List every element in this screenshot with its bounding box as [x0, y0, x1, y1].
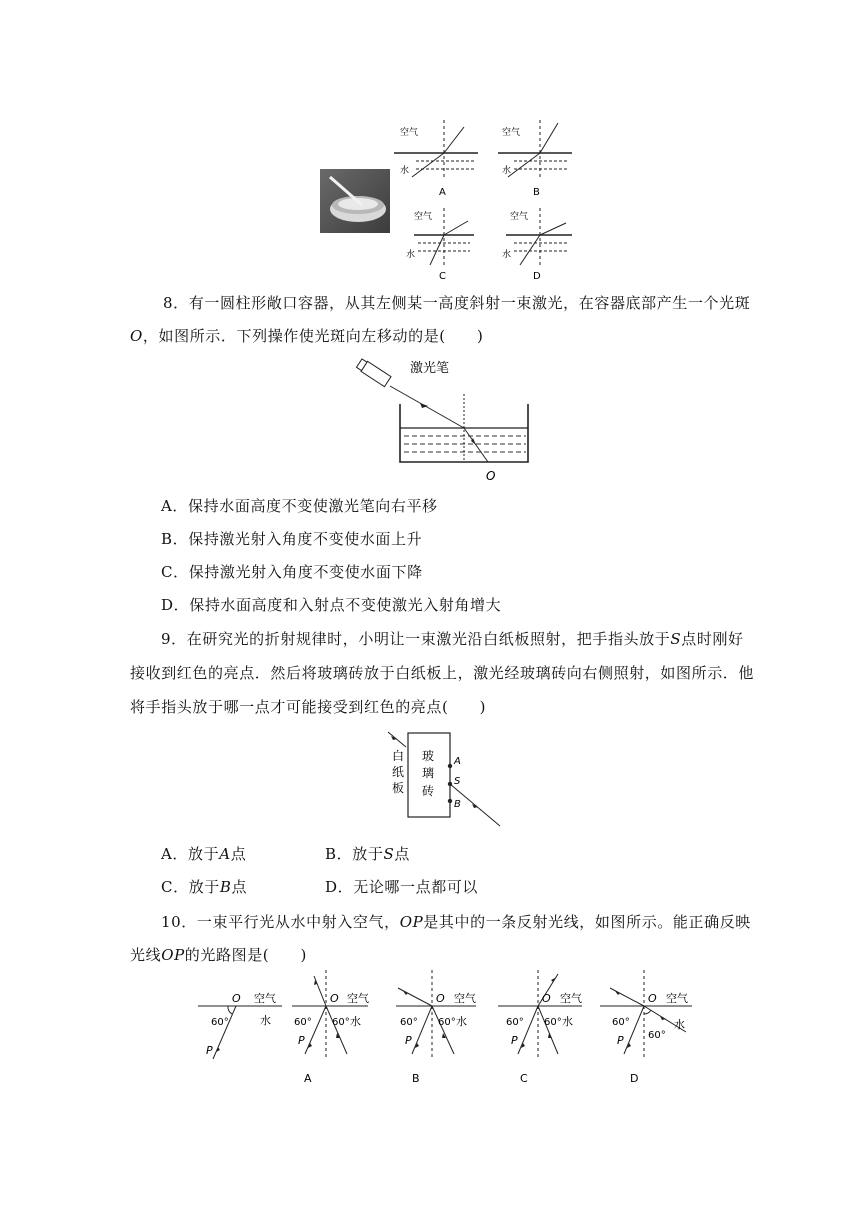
laser-pen-label: 激光笔	[410, 361, 450, 376]
q9-option-c-post: 点	[231, 878, 248, 896]
q10-figure	[196, 968, 696, 1090]
q10d-angle-right: 60°	[648, 1030, 666, 1041]
q9-option-c-label: C．	[161, 878, 189, 896]
q10-option-b-diagram	[396, 970, 476, 1085]
q7-diagram-d	[502, 208, 572, 282]
q9-option-a-post: 点	[230, 845, 247, 863]
q7d-water-label: 水	[502, 250, 512, 260]
q7c-air-label: 空气	[414, 212, 433, 222]
q9-stem-s-var: S	[670, 630, 682, 648]
q10c-angle-left: 60°	[506, 1017, 524, 1028]
glass-char-1: 玻	[422, 749, 435, 763]
q10b-air: 空气	[454, 992, 476, 1005]
q9-option-b[interactable]	[325, 844, 410, 864]
board-text	[392, 749, 404, 795]
q10-given	[198, 991, 282, 1059]
q10d-air: 空气	[666, 992, 688, 1005]
q8-option-a[interactable]	[161, 496, 438, 516]
q8-option-d-label: D．	[161, 596, 190, 614]
q10b-angle-right: 60°	[438, 1017, 456, 1028]
q10-given-p: P	[206, 1044, 213, 1057]
glass-char-3: 砖	[422, 784, 435, 798]
q8-stem-line2-rest: ，如图所示．下列操作使光斑向左移动的是( )	[142, 327, 484, 345]
q10c-water: 水	[562, 1015, 573, 1028]
q8-option-c[interactable]	[161, 562, 423, 582]
q7b-water-label: 水	[502, 166, 512, 176]
q7-diagram-c	[406, 208, 474, 282]
q10a-o: O	[330, 992, 339, 1005]
q10a-air: 空气	[347, 992, 369, 1005]
q8-spot-var: O	[130, 327, 143, 345]
q10-option-a-diagram	[292, 970, 369, 1085]
q10d-angle-left: 60°	[612, 1017, 630, 1028]
glass-text	[422, 748, 434, 798]
q10a-angle-left: 60°	[294, 1017, 312, 1028]
q10a-water: 水	[350, 1015, 361, 1028]
q7-diagram-a	[394, 120, 478, 198]
q10-stem-line2-b: 的光路图是( )	[184, 946, 307, 964]
q10-given-water: 水	[260, 1014, 271, 1027]
q9-option-b-var: S	[383, 845, 395, 863]
q10-option-c-diagram	[498, 970, 582, 1085]
laser-pen	[356, 358, 391, 387]
q7-figure	[318, 105, 578, 285]
glass-char-2: 璃	[422, 766, 435, 780]
q7a-water-label: 水	[400, 166, 410, 176]
spot-o-label: O	[486, 469, 496, 483]
q9-option-c-pre: 放于	[188, 878, 220, 896]
q7-option-b: B	[533, 187, 540, 198]
q10-stem-line1-a: 10．一束平行光从水中射入空气，	[161, 913, 400, 931]
q7-option-a: A	[439, 187, 446, 198]
q10-option-b: B	[412, 1072, 420, 1085]
q10-option-c: C	[520, 1072, 528, 1085]
q10d-p: P	[617, 1034, 624, 1047]
q9-option-b-post: 点	[394, 845, 410, 863]
q7d-air-label: 空气	[510, 212, 529, 222]
q10c-p: P	[511, 1034, 518, 1047]
q10c-o: O	[542, 992, 551, 1005]
q9-stem-line1-a: 9．在研究光的折射规律时，小明让一束激光沿白纸板照射，把手指头放于	[161, 630, 671, 648]
q10c-air: 空气	[560, 992, 582, 1005]
q9-option-d-label: D．	[325, 878, 354, 896]
q9-option-a-var: A	[219, 845, 231, 863]
q9-option-b-label: B．	[325, 845, 353, 863]
q10b-p: P	[405, 1034, 412, 1047]
q9-stem-line1	[161, 629, 744, 649]
q8-option-b[interactable]	[161, 529, 422, 549]
q10-given-air: 空气	[254, 992, 276, 1005]
point-s: S	[454, 776, 461, 787]
q10-stem-line2	[130, 945, 307, 965]
q9-option-c-var: B	[219, 878, 232, 896]
q8-stem-line2	[130, 326, 483, 346]
q10a-angle-right: 60°	[332, 1017, 350, 1028]
q8-option-b-text: 保持激光射入角度不变使水面上升	[188, 530, 423, 548]
q8-option-a-text: 保持水面高度不变使激光笔向右平移	[188, 497, 438, 515]
q9-stem-line1-b: 点时刚好	[681, 630, 744, 648]
q9-option-a[interactable]	[161, 844, 246, 864]
q7a-air-label: 空气	[400, 128, 419, 138]
q7c-water-label: 水	[406, 250, 416, 260]
q8-stem-line1: 8．有一圆柱形敞口容器，从其左侧某一高度斜射一束激光，在容器底部产生一个光斑	[163, 294, 751, 312]
q8-option-d-text: 保持水面高度和入射点不变使激光入射角增大	[189, 596, 502, 614]
q10-option-a: A	[304, 1072, 312, 1085]
q8-option-d[interactable]	[161, 595, 501, 615]
q8-option-a-label: A．	[161, 497, 189, 515]
q10d-o: O	[648, 992, 657, 1005]
q8-option-b-label: B．	[161, 530, 189, 548]
q9-option-c[interactable]	[161, 877, 247, 897]
q9-figure	[382, 726, 506, 830]
q10-op-var-1: OP	[399, 913, 424, 931]
q10-given-o: O	[232, 992, 241, 1005]
q9-stem-line2: 接收到红色的亮点．然后将玻璃砖放于白纸板上，激光经玻璃砖向右侧照射，如图所示．他	[130, 664, 755, 682]
q10-option-d: D	[630, 1072, 639, 1085]
board-char-3: 板	[392, 781, 405, 795]
q9-option-b-pre: 放于	[352, 845, 384, 863]
q7b-air-label: 空气	[502, 128, 521, 138]
q7-diagram-b	[498, 120, 572, 198]
q8-figure	[356, 356, 546, 486]
q9-option-d[interactable]	[325, 877, 478, 897]
q10-stem-line1-b: 是其中的一条反射光线，如图所示。能正确反映	[423, 913, 751, 931]
q9-option-d-text: 无论哪一点都可以	[353, 878, 479, 896]
q10b-o: O	[436, 992, 445, 1005]
q9-stem-line3: 将手指头放于哪一点才可能接受到红色的亮点( )	[130, 698, 487, 716]
q10a-p: P	[298, 1034, 305, 1047]
q10-op-var-2: OP	[161, 946, 185, 964]
q7-option-c: C	[439, 271, 446, 282]
q10b-water: 水	[456, 1015, 467, 1028]
q10-option-d-diagram	[600, 970, 692, 1085]
board-char-1: 白	[392, 749, 405, 763]
q10b-angle-left: 60°	[400, 1017, 418, 1028]
q7-option-diagrams	[318, 105, 578, 285]
q9-option-a-pre: 放于	[188, 845, 220, 863]
q10-stem-line2-a: 光线	[130, 946, 162, 964]
board-char-2: 纸	[392, 765, 405, 779]
point-a: A	[454, 756, 461, 767]
q10-given-angle: 60°	[211, 1017, 229, 1028]
q8-option-c-text: 保持激光射入角度不变使水面下降	[188, 563, 423, 581]
q8-option-c-label: C．	[161, 563, 189, 581]
q10d-water: 水	[674, 1018, 685, 1031]
q10-stem-line1	[161, 912, 751, 932]
q10c-angle-right: 60°	[544, 1017, 562, 1028]
q9-option-a-label: A．	[161, 845, 189, 863]
point-b: B	[454, 799, 461, 810]
q7-option-d: D	[533, 271, 541, 282]
